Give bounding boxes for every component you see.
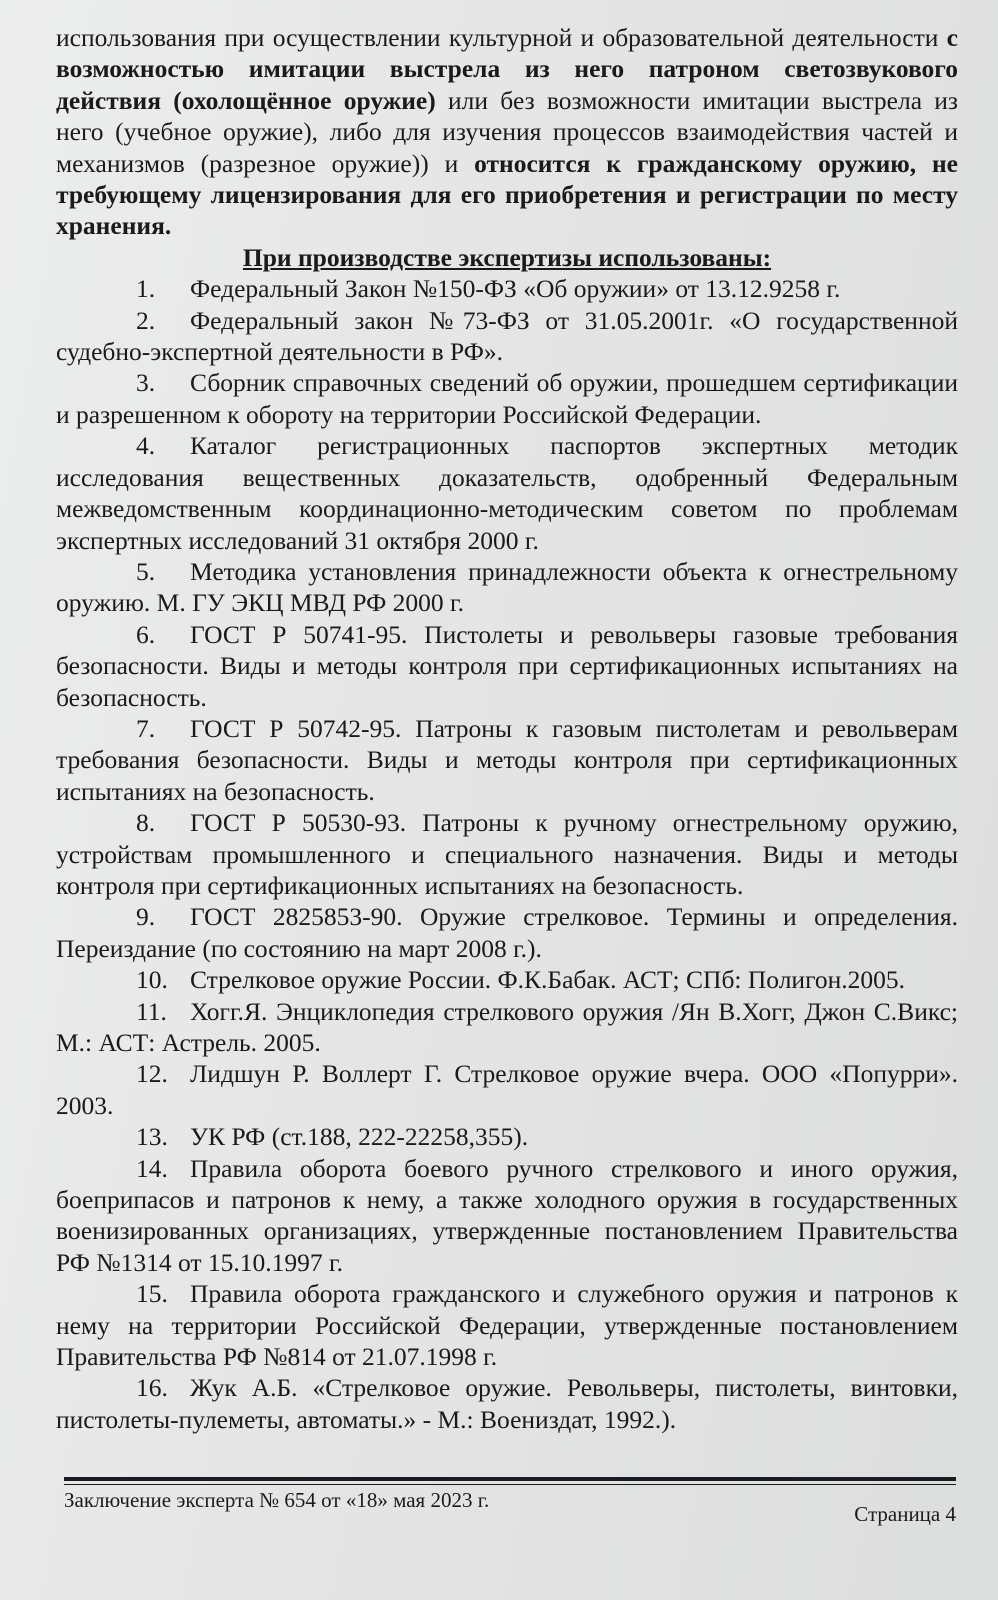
footer-row	[64, 1487, 956, 1527]
list-item-text: Методика установления принадлежности объекта к огнестрельному оружию. М. ГУ ЭКЦ МВД РФ 2000 г.	[56, 556, 958, 618]
list-item-text: ГОСТ Р 50530-93. Патроны к ручному огнестрельному оружию, устройствам промышленного и специального назначения. Виды и методы контроля при сертификационных испытаниях на безопасность.	[56, 808, 958, 900]
intro-bold-2: относится к гражданскому оружию, не требующему лицензирования для его приобретения и регистрации по месту хранения.	[56, 148, 958, 241]
list-item-number: 11.	[136, 996, 167, 1026]
list-item	[56, 1058, 958, 1121]
list-item-text: Лидшун Р. Воллерт Г. Стрелковое оружие вчера. ООО «Попурри». 2003.	[56, 1059, 958, 1120]
list-item	[56, 556, 958, 619]
list-item-text: Правила оборота гражданского и служебного оружия и патронов к нему на территории Российской Федерации, утвержденные постановлением Правительства РФ №814 от 21.07.1998 г.	[56, 1279, 958, 1372]
document-body	[56, 22, 958, 1435]
list-item	[56, 1153, 958, 1279]
intro-bold-1: с возможностью имитации выстрела из него патроном светозвукового действия (охолощённое оружие)	[56, 23, 958, 115]
sources-heading: При производстве экспертизы использованы:	[242, 242, 772, 272]
list-item-number: 2.	[136, 305, 156, 335]
list-item-number: 3.	[136, 368, 156, 398]
footer-rule-thin	[64, 1484, 956, 1485]
list-item-text: ГОСТ 2825853-90. Оружие стрелковое. Термины и определения. Переиздание (по состоянию на март 2008 г.).	[56, 902, 958, 963]
list-item-number: 12.	[136, 1059, 168, 1089]
list-item-number: 4.	[136, 431, 156, 461]
list-item	[56, 807, 958, 901]
intro-text-1: использования при осуществлении культурной и образовательной деятельности	[56, 23, 947, 52]
list-item-number: 13.	[136, 1122, 168, 1152]
list-item	[56, 964, 958, 995]
list-item-text: УК РФ (ст.188, 222-22258,355).	[190, 1122, 529, 1152]
list-item-text: Каталог регистрационных паспортов экспертных методик исследования вещественных доказательств, одобренный Федеральным межведомственным координационно-методическим советом по проблемам экспертных исследований 31 октября 2000 г.	[56, 431, 958, 555]
list-item-number: 1.	[136, 274, 156, 304]
list-item-number: 8.	[136, 808, 156, 838]
list-item-number: 9.	[136, 902, 156, 932]
intro-text-2: или без возможности имитации выстрела из него (учебное оружие), либо для изучения процессов взаимодействия частей и механизмов (разрезное оружие)) и	[56, 85, 959, 178]
list-item-number: 15.	[136, 1279, 168, 1309]
list-item-text: Сборник справочных сведений об оружии, прошедшем сертификации и разрешенном к обороту на территории Российской Федерации.	[56, 368, 958, 429]
list-item-number: 7.	[136, 713, 156, 743]
list-item	[56, 367, 958, 430]
list-item-number: 16.	[136, 1373, 168, 1403]
list-item-text: Федеральный закон №73-ФЗ от 31.05.2001г. «О государственной судебно-экспертной деятельности в РФ».	[56, 305, 958, 367]
list-item-number: 5.	[136, 556, 156, 586]
list-item-number: 6.	[136, 619, 156, 649]
footer-rule-thick	[64, 1477, 956, 1481]
list-item	[56, 1121, 958, 1152]
list-item	[56, 305, 958, 368]
list-item	[56, 1372, 958, 1435]
list-item-text: ГОСТ Р 50742-95. Патроны к газовым пистолетам и револьверам требования безопасности. Виды и методы контроля при сертификационных испытаниях на безопасность.	[56, 713, 958, 806]
intro-paragraph	[56, 22, 958, 242]
list-item	[56, 619, 958, 713]
list-item-text: Стрелковое оружие России. Ф.К.Бабак. АСТ; СПб: Полигон.2005.	[190, 965, 906, 995]
list-item-text: Правила оборота боевого ручного стрелкового и иного оружия, боеприпасов и патронов к нему, а также холодного оружия в государственных военизированных организациях, утвержденные постановлением Правительства РФ №1314 от 15.10.1997 г.	[56, 1153, 958, 1277]
list-item-number: 14.	[136, 1153, 168, 1183]
list-item-number: 10.	[136, 965, 168, 995]
list-item	[56, 996, 958, 1059]
list-item-text: ГОСТ Р 50741-95. Пистолеты и револьверы газовые требования безопасности. Виды и методы контроля при сертификационных испытаниях на безопасность.	[56, 619, 958, 712]
list-item	[56, 273, 958, 304]
list-item-text: Хогг.Я. Энциклопедия стрелкового оружия /Ян В.Хогг, Джон С.Викс; М.: АСТ: Астрель. 2005.	[56, 996, 958, 1057]
footer-page-number: Страница 4	[854, 1502, 956, 1526]
list-item	[56, 430, 958, 556]
list-item	[56, 713, 958, 807]
list-item-text: Федеральный Закон №150-ФЗ «Об оружии» от 13.12.9258 г.	[190, 274, 841, 304]
list-item	[56, 901, 958, 964]
list-item-text: Жук А.Б. «Стрелковое оружие. Револьверы, пистолеты, винтовки, пистолеты-пулеметы, автоматы.» - М.: Воениздат, 1992.).	[56, 1373, 958, 1434]
page-footer	[64, 1477, 956, 1527]
footer-conclusion-ref: Заключение эксперта № 654 от «18» мая 2023 г.	[64, 1488, 490, 1512]
list-item	[56, 1278, 958, 1372]
